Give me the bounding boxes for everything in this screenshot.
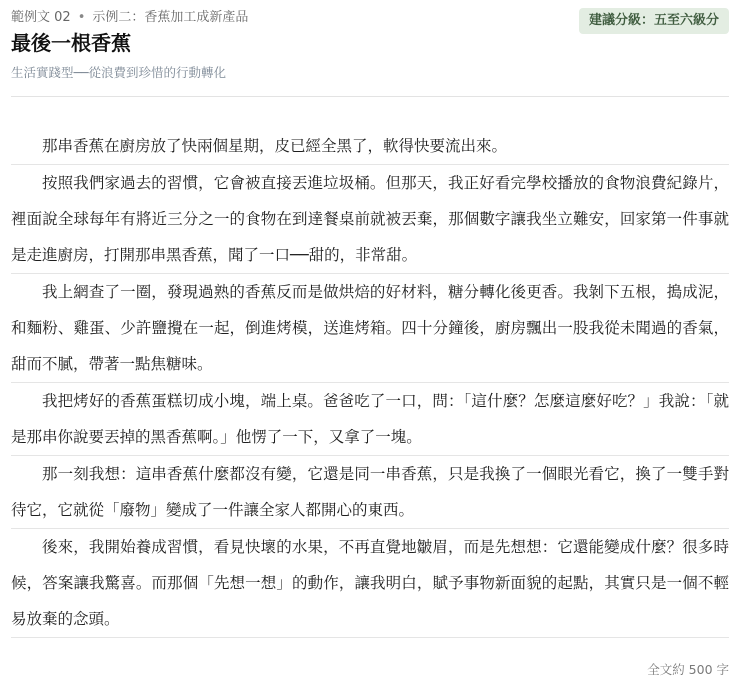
essay-body [11, 128, 729, 638]
page-subtitle: 生活實踐型──從浪費到珍惜的行動轉化 [11, 65, 227, 80]
paragraph-2: 按照我們家過去的習慣，它會被直接丟進垃圾桶。但那天，我正好看完學校播放的食物浪費紀錄片，裡面說全球每年有將近三分之一的食物在到達餐桌前就被丟棄，那個數字讓我坐立難安，回家第一件事就是走進廚房，打開那串黑香蕉，聞了一口──甜的，非常甜。 [11, 165, 729, 274]
breadcrumb-topic: 示例二：香蕉加工成新產品 [92, 10, 249, 25]
word-count: 全文約 500 字 [647, 662, 729, 677]
paragraph-6: 後來，我開始養成習慣，看見快壞的水果，不再直覺地皺眉，而是先想想：它還能變成什麼？很多時候，答案讓我驚喜。而那個「先想一想」的動作，讓我明白，賦予事物新面貌的起點，其實只是一個不輕易放棄的念頭。 [11, 529, 729, 638]
grade-level-badge: 建議分級：五至六級分 [579, 8, 729, 34]
paragraph-5: 那一刻我想：這串香蕉什麼都沒有變，它還是同一串香蕉，只是我換了一個眼光看它，換了一雙手對待它，它就從「廢物」變成了一件讓全家人都開心的東西。 [11, 456, 729, 529]
paragraph-4: 我把烤好的香蕉蛋糕切成小塊，端上桌。爸爸吃了一口，問：「這什麼？怎麼這麼好吃？」我說：「就是那串你說要丟掉的黑香蕉啊。」他愣了一下，又拿了一塊。 [11, 383, 729, 456]
paragraph-3: 我上網查了一圈，發現過熟的香蕉反而是做烘焙的好材料，糖分轉化後更香。我剝下五根，搗成泥，和麵粉、雞蛋、少許鹽攪在一起，倒進烤模，送進烤箱。四十分鐘後，廚房飄出一股我從未聞過的香氣，甜而不膩，帶著一點焦糖味。 [11, 274, 729, 383]
paragraph-1: 那串香蕉在廚房放了快兩個星期，皮已經全黑了，軟得快要流出來。 [11, 128, 729, 165]
essay-header [11, 0, 729, 97]
breadcrumb [11, 6, 248, 25]
breadcrumb-example-number: 範例文 02 [11, 10, 71, 25]
page-title: 最後一根香蕉 [11, 31, 131, 55]
breadcrumb-separator: • [77, 10, 86, 25]
